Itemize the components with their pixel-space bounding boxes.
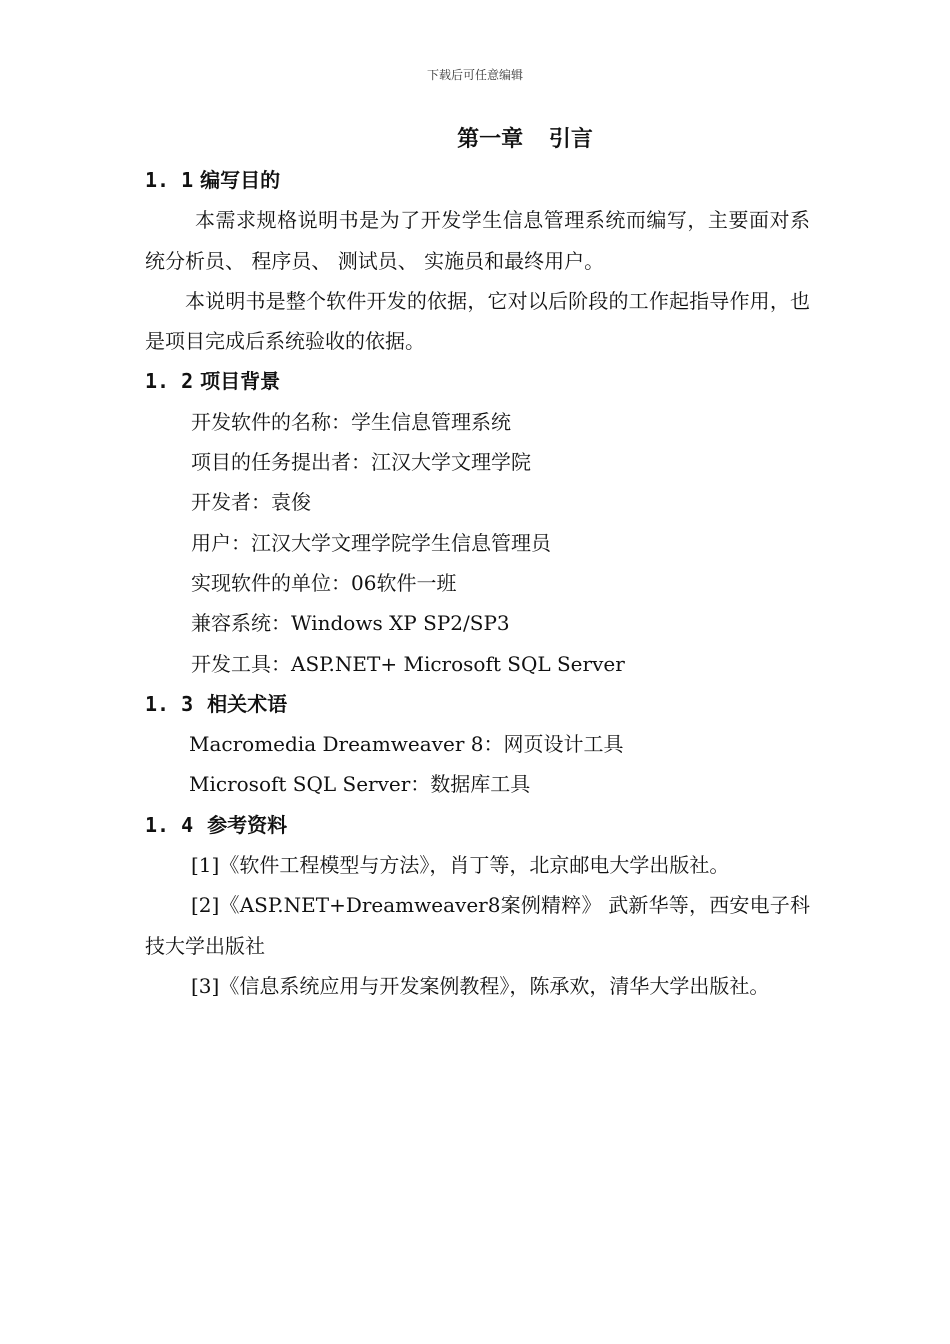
background-item-proposer: 项目的任务提出者：江汉大学文理学院	[191, 450, 531, 475]
section-title: 项目背景	[200, 369, 281, 394]
background-item-unit: 实现软件的单位：06软件一班	[191, 570, 457, 595]
section-heading-1-3	[145, 684, 810, 724]
section-heading-1-4	[145, 805, 810, 845]
chapter-title: 第一章 引言	[457, 127, 593, 152]
section-number: 1. 1	[145, 168, 194, 192]
paragraph-purpose-2: 本说明书是整个软件开发的依据，它对以后阶段的工作起指导作用，也是项目完成后系统验收的依据。	[145, 288, 810, 354]
section-title: 编写目的	[200, 168, 281, 192]
background-item-tools: 开发工具：ASP.NET+ Microsoft SQL Server	[191, 651, 625, 676]
background-item-compat: 兼容系统：Windows XP SP2/SP3	[191, 611, 510, 636]
paragraph-purpose-1: 本需求规格说明书是为了开发学生信息管理系统而编写，主要面对系统分析员、 程序员、 测试员、 实施员和最终用户。	[145, 208, 810, 273]
reference-3: [3]《信息系统应用与开发案例教程》，陈承欢，清华大学出版社。	[191, 973, 770, 998]
reference-2: [2]《ASP.NET+Dreamweaver8案例精粹》 武新华等，西安电子科技大学出版社	[145, 893, 810, 958]
background-item-software-name: 开发软件的名称：学生信息管理系统	[191, 409, 511, 434]
section-heading-1-1	[145, 160, 810, 200]
section-title: 相关术语	[207, 691, 288, 716]
section-number: 1. 3	[145, 691, 194, 716]
term-sql-server: Microsoft SQL Server：数据库工具	[189, 772, 531, 797]
section-number: 1. 2	[145, 369, 194, 394]
page-header: 下载后可任意编辑	[426, 68, 523, 82]
document-body	[145, 160, 810, 1006]
background-item-user: 用户：江汉大学文理学院学生信息管理员	[191, 530, 551, 555]
section-number: 1. 4	[145, 812, 194, 837]
background-item-developer: 开发者：袁俊	[191, 490, 311, 515]
reference-1: [1]《软件工程模型与方法》，肖丁等，北京邮电大学出版社。	[191, 853, 730, 878]
section-title: 参考资料	[207, 812, 288, 837]
term-dreamweaver: Macromedia Dreamweaver 8：网页设计工具	[189, 732, 624, 757]
section-heading-1-2	[145, 361, 810, 401]
